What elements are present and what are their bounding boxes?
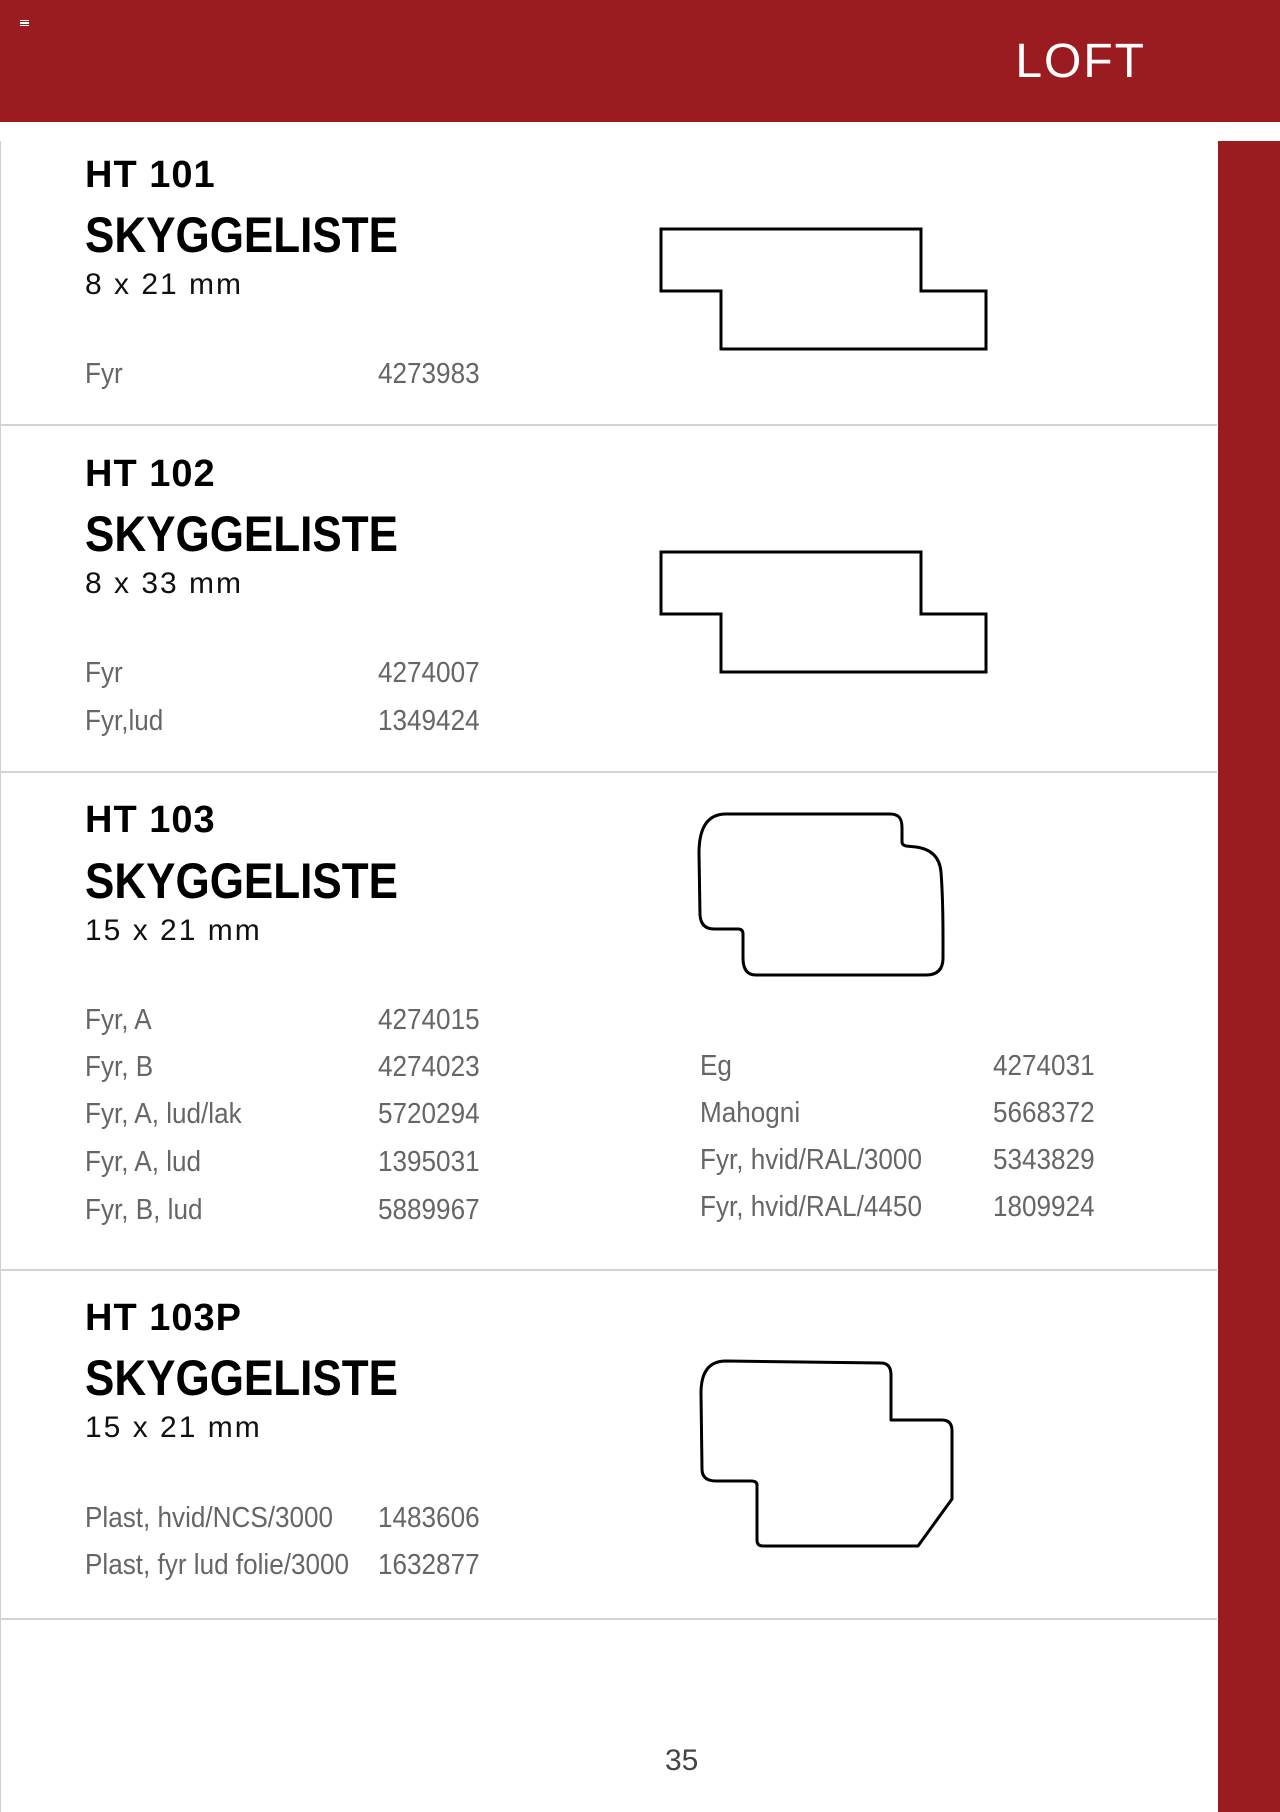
- profile-drawing: [680, 806, 960, 1006]
- material-name: Fyr, B, lud: [85, 1194, 203, 1226]
- product-section-ht-102: [0, 426, 1217, 773]
- article-number: 1632877: [378, 1549, 480, 1581]
- material-name: Eg: [700, 1050, 732, 1082]
- profile-drawing: [650, 546, 1000, 686]
- article-number: 1349424: [378, 705, 480, 737]
- article-number: 5668372: [993, 1097, 1095, 1129]
- article-number: 5343829: [993, 1144, 1095, 1176]
- header-title: LOFT: [1015, 35, 1146, 88]
- material-name: Fyr, A: [85, 1004, 152, 1036]
- product-code: HT 102: [85, 453, 216, 495]
- material-name: Fyr, hvid/RAL/3000: [700, 1144, 922, 1176]
- product-section-ht-103: [0, 773, 1217, 1271]
- header-bar: [0, 0, 1280, 122]
- profile-drawing: [650, 221, 1000, 361]
- product-code: HT 103: [85, 799, 216, 841]
- article-number: 5720294: [378, 1098, 480, 1130]
- product-section-ht-103p: [0, 1271, 1217, 1620]
- product-section-ht-101: [0, 141, 1217, 426]
- article-number: 1483606: [378, 1502, 480, 1534]
- material-name: Fyr, hvid/RAL/4450: [700, 1191, 922, 1223]
- material-name: Plast, hvid/NCS/3000: [85, 1502, 334, 1534]
- menu-icon[interactable]: [20, 20, 29, 26]
- material-name: Fyr: [85, 657, 123, 689]
- page-number: 35: [665, 1744, 699, 1777]
- article-number: 4274023: [378, 1051, 480, 1083]
- product-dimensions: 8 x 21 mm: [85, 268, 244, 301]
- material-name: Fyr: [85, 358, 123, 390]
- article-number: 1395031: [378, 1146, 480, 1178]
- article-number: 1809924: [993, 1191, 1095, 1223]
- product-name: SKYGGELISTE: [85, 1350, 398, 1406]
- product-dimensions: 15 x 21 mm: [85, 1411, 262, 1444]
- material-name: Fyr,lud: [85, 705, 164, 737]
- article-number: 4274015: [378, 1004, 480, 1036]
- product-name: SKYGGELISTE: [85, 506, 398, 562]
- article-number: 5889967: [378, 1194, 480, 1226]
- profile-drawing: [680, 1351, 960, 1551]
- article-number: 4273983: [378, 358, 480, 390]
- side-accent-bar: [1218, 141, 1280, 1812]
- product-name: SKYGGELISTE: [85, 853, 398, 909]
- product-code: HT 101: [85, 154, 216, 196]
- article-number: 4274031: [993, 1050, 1095, 1082]
- material-name: Mahogni: [700, 1097, 801, 1129]
- material-name: Fyr, A, lud: [85, 1146, 202, 1178]
- material-name: Plast, fyr lud folie/3000: [85, 1549, 350, 1581]
- material-name: Fyr, B: [85, 1051, 154, 1083]
- material-name: Fyr, A, lud/lak: [85, 1098, 242, 1130]
- product-dimensions: 15 x 21 mm: [85, 914, 262, 947]
- product-name: SKYGGELISTE: [85, 207, 398, 263]
- article-number: 4274007: [378, 657, 480, 689]
- product-code: HT 103P: [85, 1297, 242, 1339]
- product-dimensions: 8 x 33 mm: [85, 567, 244, 600]
